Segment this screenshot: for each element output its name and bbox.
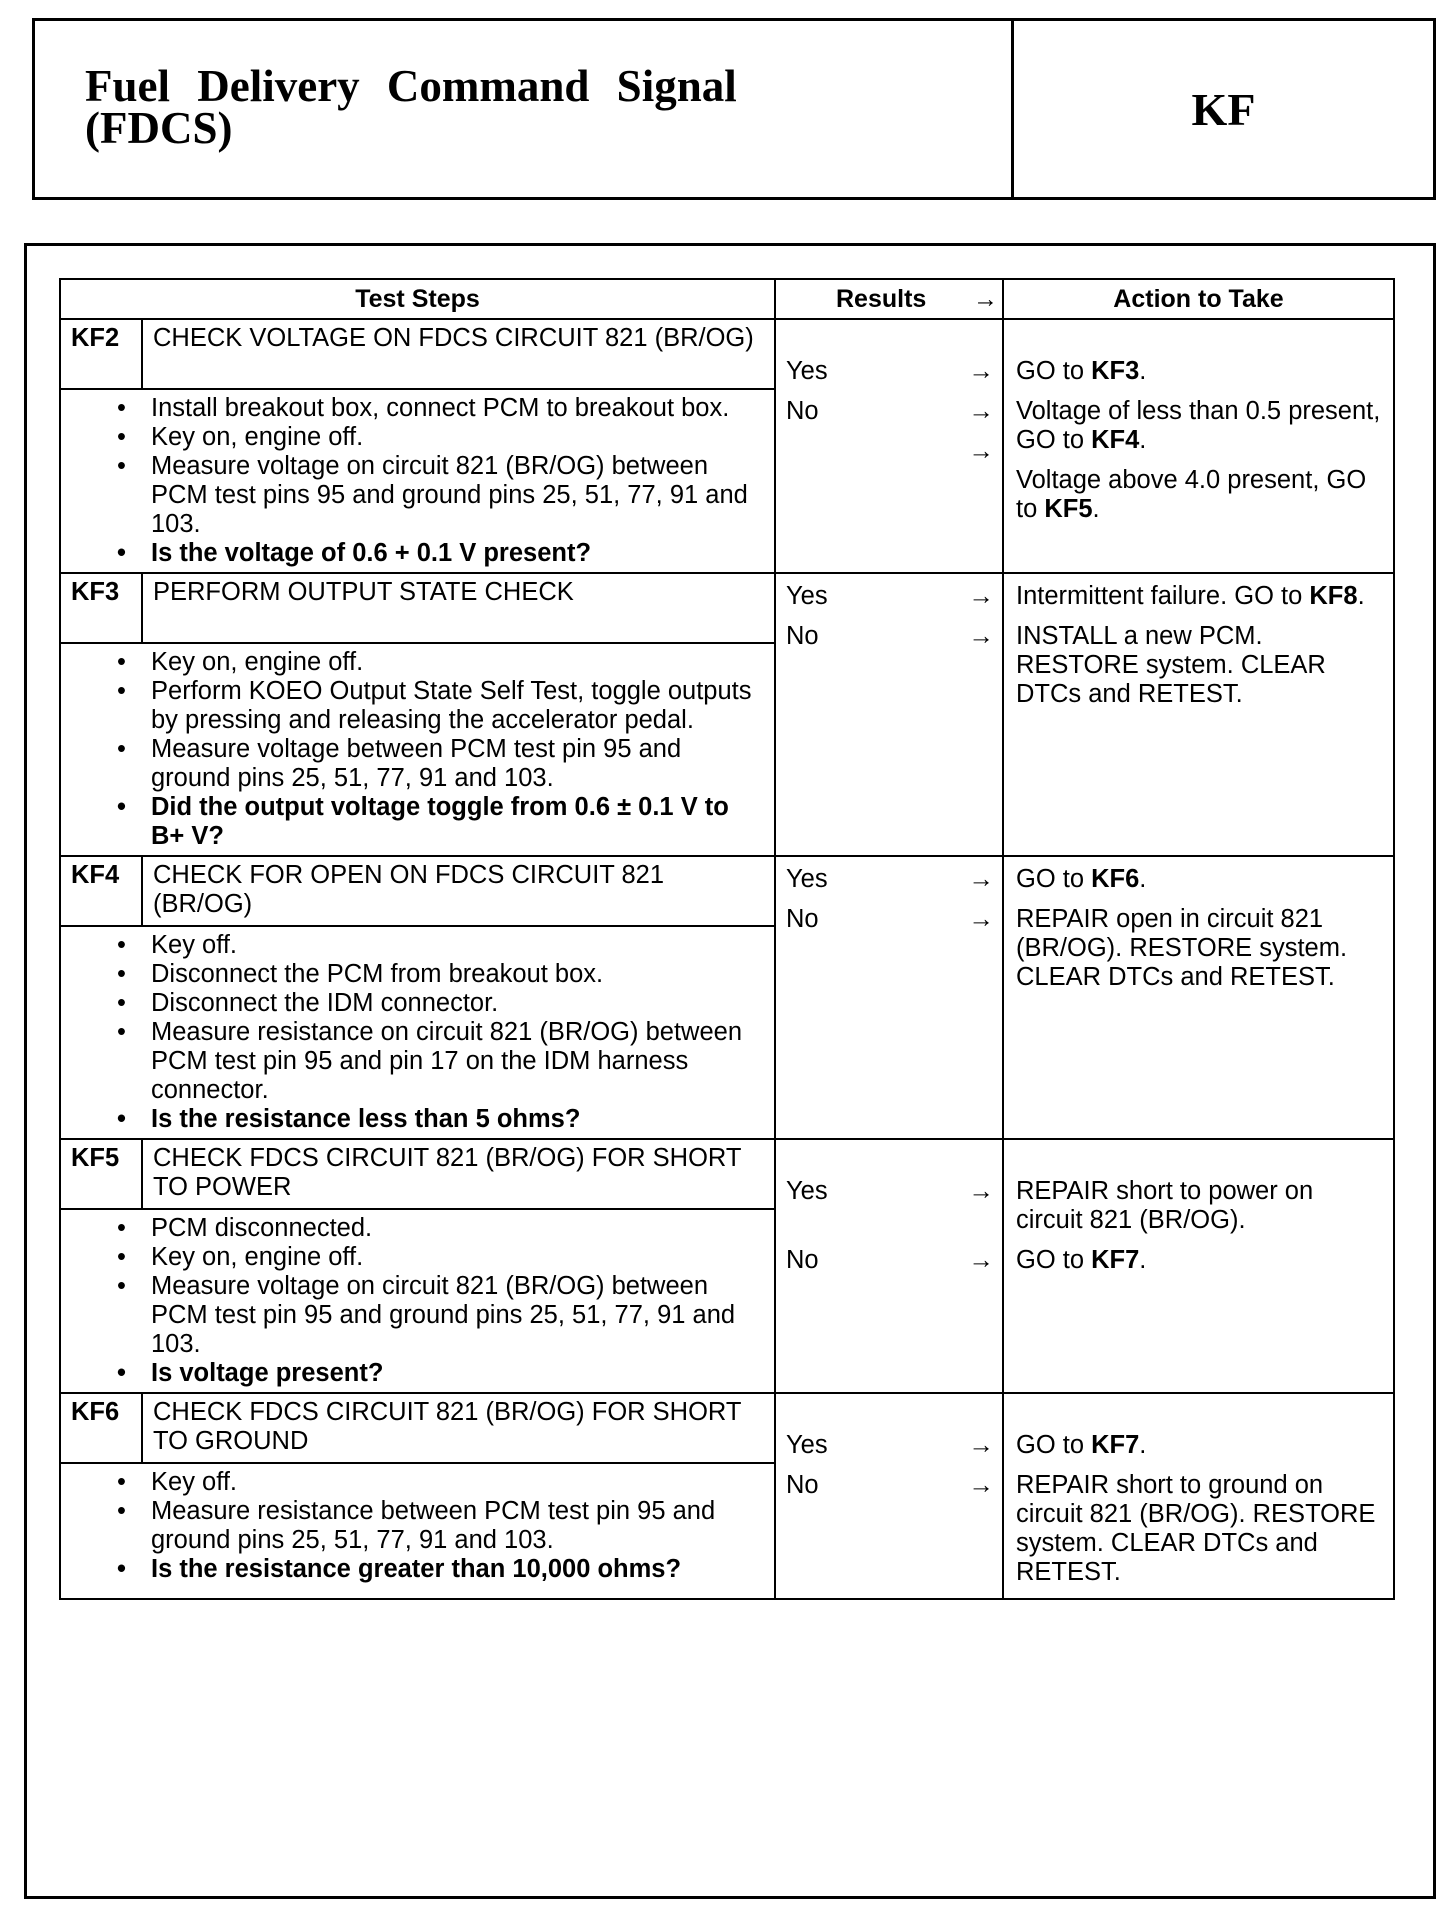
action-text: GO to	[1016, 1431, 1092, 1459]
step-title: CHECK VOLTAGE ON FDCS CIRCUIT 821 (BR/OG)	[142, 319, 775, 389]
result-label: Yes	[786, 357, 828, 385]
arrow-icon: →	[973, 284, 998, 313]
action-tail: .	[1092, 495, 1100, 523]
step-question: • Did the output voltage toggle from 0.6 ± 0.1 V to B+ V?	[151, 793, 764, 851]
action-text: INSTALL a new PCM. RESTORE system. CLEAR DTCs and RETEST.	[1016, 622, 1326, 708]
result-label: No	[786, 1246, 819, 1274]
procedure-bullet: • Measure resistance on circuit 821 (BR/OG) between PCM test pin 95 and pin 17 on the IDM harness connector.	[151, 1018, 764, 1105]
action-item	[1004, 1246, 1393, 1275]
action-step-ref: KF3	[1091, 357, 1140, 385]
step-question: • Is the resistance less than 5 ohms?	[151, 1105, 764, 1134]
procedure-bullet: • Measure voltage between PCM test pin 95 and ground pins 25, 51, 77, 91 and 103.	[151, 735, 764, 793]
step-title: CHECK FDCS CIRCUIT 821 (BR/OG) FOR SHORT TO POWER	[142, 1139, 775, 1209]
action-text: REPAIR short to ground on circuit 821 (BR/OG). RESTORE system. CLEAR DTCs and RETEST.	[1016, 1471, 1376, 1586]
step-procedure	[60, 1209, 775, 1393]
procedure-bullet: • Install breakout box, connect PCM to breakout box.	[151, 394, 764, 423]
step-results	[775, 1393, 1003, 1599]
steps-body	[60, 319, 1394, 1599]
action-tail: .	[1139, 357, 1147, 385]
step-id: KF6	[60, 1393, 142, 1463]
arrow-icon: →	[968, 582, 994, 610]
page-title	[85, 61, 737, 153]
step-actions	[1003, 1393, 1394, 1599]
result-item	[776, 1246, 1002, 1275]
action-text: GO to	[1016, 865, 1092, 893]
action-item	[1004, 1471, 1393, 1587]
step-actions	[1003, 573, 1394, 856]
result-item	[776, 437, 1002, 466]
step-results	[775, 1139, 1003, 1393]
action-item	[1004, 622, 1393, 709]
step-id: KF3	[60, 573, 142, 643]
action-tail: .	[1139, 1246, 1147, 1274]
action-tail: .	[1357, 582, 1365, 610]
step-actions	[1003, 1139, 1394, 1393]
action-item	[1004, 1177, 1393, 1235]
action-tail: .	[1139, 865, 1147, 893]
step-procedure	[60, 389, 775, 573]
action-text: REPAIR open in circuit 821 (BR/OG). RESTORE system. CLEAR DTCs and RETEST.	[1016, 905, 1348, 991]
spacer	[776, 1402, 1002, 1431]
action-item	[1004, 397, 1393, 455]
page-header	[32, 18, 1436, 200]
step-results	[775, 319, 1003, 573]
action-item	[1004, 905, 1393, 992]
arrow-icon: →	[968, 1177, 994, 1205]
arrow-icon: →	[968, 1246, 994, 1274]
spacer	[776, 1217, 1002, 1246]
procedure-bullet: • Perform KOEO Output State Self Test, toggle outputs by pressing and releasing the accelerator pedal.	[151, 677, 764, 735]
result-item	[776, 905, 1002, 934]
results-header-label: Results	[836, 284, 927, 313]
column-header-action: Action to Take	[1003, 279, 1394, 319]
step-id: KF5	[60, 1139, 142, 1209]
action-text: Voltage above 4.0 present, GO to	[1016, 466, 1367, 523]
arrow-icon: →	[968, 1471, 994, 1499]
spacer	[1004, 1148, 1393, 1177]
arrow-icon: →	[968, 397, 994, 425]
result-item	[776, 622, 1002, 651]
spacer	[776, 1148, 1002, 1177]
procedure-bullet: • PCM disconnected.	[151, 1214, 764, 1243]
step-actions	[1003, 856, 1394, 1139]
step-question: • Is the resistance greater than 10,000 ohms?	[151, 1555, 764, 1584]
step-title: CHECK FOR OPEN ON FDCS CIRCUIT 821 (BR/OG)	[142, 856, 775, 926]
action-text: Voltage of less than 0.5 present, GO to	[1016, 397, 1381, 454]
action-text: GO to	[1016, 1246, 1092, 1274]
action-tail: .	[1139, 426, 1147, 454]
procedure-bullet: • Measure voltage on circuit 821 (BR/OG) between PCM test pin 95 and ground pins 25, 51, 77, 91 and 103.	[151, 1272, 764, 1359]
result-item	[776, 357, 1002, 386]
arrow-icon: →	[968, 1431, 994, 1459]
action-step-ref: KF4	[1091, 426, 1140, 454]
column-header-results	[775, 279, 1003, 319]
result-item	[776, 1471, 1002, 1500]
action-item	[1004, 466, 1393, 524]
step-title-row	[60, 573, 1394, 643]
action-item	[1004, 582, 1393, 611]
procedure-bullet: • Key on, engine off.	[151, 1243, 764, 1272]
procedure-bullet: • Measure resistance between PCM test pin 95 and ground pins 25, 51, 77, 91 and 103.	[151, 1497, 764, 1555]
result-label: Yes	[786, 1177, 828, 1205]
step-title-row	[60, 319, 1394, 389]
step-title-row	[60, 1139, 1394, 1209]
action-step-ref: KF7	[1091, 1431, 1140, 1459]
result-item	[776, 397, 1002, 426]
result-label: No	[786, 622, 819, 650]
test-steps-table	[59, 278, 1395, 1600]
result-label: No	[786, 397, 819, 425]
step-question: • Is voltage present?	[151, 1359, 764, 1388]
action-item	[1004, 357, 1393, 386]
step-results	[775, 856, 1003, 1139]
arrow-icon: →	[968, 437, 994, 465]
result-item	[776, 1431, 1002, 1460]
result-item	[776, 582, 1002, 611]
result-label: No	[786, 1471, 819, 1499]
section-code: KF	[1191, 83, 1256, 135]
step-id: KF2	[60, 319, 142, 389]
action-step-ref: KF5	[1044, 495, 1093, 523]
step-procedure	[60, 1463, 775, 1599]
column-header-test-steps: Test Steps	[60, 279, 775, 319]
step-title-row	[60, 856, 1394, 926]
action-text: REPAIR short to power on circuit 821 (BR/OG).	[1016, 1177, 1314, 1234]
step-question: • Is the voltage of 0.6 + 0.1 V present?	[151, 539, 764, 568]
step-procedure	[60, 643, 775, 856]
title-line-2: (FDCS)	[85, 103, 233, 153]
result-label: Yes	[786, 865, 828, 893]
action-item	[1004, 1431, 1393, 1460]
action-item	[1004, 865, 1393, 894]
procedure-bullet: • Key off.	[151, 1468, 764, 1497]
step-procedure	[60, 926, 775, 1139]
action-step-ref: KF7	[1091, 1246, 1140, 1274]
procedure-bullet: • Key on, engine off.	[151, 648, 764, 677]
spacer	[1004, 1402, 1393, 1431]
result-label: No	[786, 905, 819, 933]
spacer	[1004, 328, 1393, 357]
action-step-ref: KF8	[1309, 582, 1358, 610]
step-title: CHECK FDCS CIRCUIT 821 (BR/OG) FOR SHORT TO GROUND	[142, 1393, 775, 1463]
spacer	[776, 328, 1002, 357]
procedure-bullet: • Key off.	[151, 931, 764, 960]
procedure-bullet: • Key on, engine off.	[151, 423, 764, 452]
result-label: Yes	[786, 582, 828, 610]
result-label: Yes	[786, 1431, 828, 1459]
action-step-ref: KF6	[1091, 865, 1140, 893]
step-actions	[1003, 319, 1394, 573]
procedure-bullet: • Measure voltage on circuit 821 (BR/OG) between PCM test pins 95 and ground pins 25, 51, 77, 91 and 103.	[151, 452, 764, 539]
step-id: KF4	[60, 856, 142, 926]
action-text: Intermittent failure. GO to	[1016, 582, 1310, 610]
table-header-row	[60, 279, 1394, 319]
action-text: GO to	[1016, 357, 1092, 385]
arrow-icon: →	[968, 905, 994, 933]
step-title-row	[60, 1393, 1394, 1463]
procedure-bullet: • Disconnect the IDM connector.	[151, 989, 764, 1018]
result-item	[776, 1177, 1002, 1206]
step-title: PERFORM OUTPUT STATE CHECK	[142, 573, 775, 643]
arrow-icon: →	[968, 622, 994, 650]
arrow-icon: →	[968, 357, 994, 385]
action-tail: .	[1139, 1431, 1147, 1459]
arrow-icon: →	[968, 865, 994, 893]
procedure-bullet: • Disconnect the PCM from breakout box.	[151, 960, 764, 989]
result-item	[776, 865, 1002, 894]
step-results	[775, 573, 1003, 856]
title-line-1: Fuel Delivery Command Signal	[85, 61, 737, 111]
content-frame	[24, 243, 1436, 1899]
